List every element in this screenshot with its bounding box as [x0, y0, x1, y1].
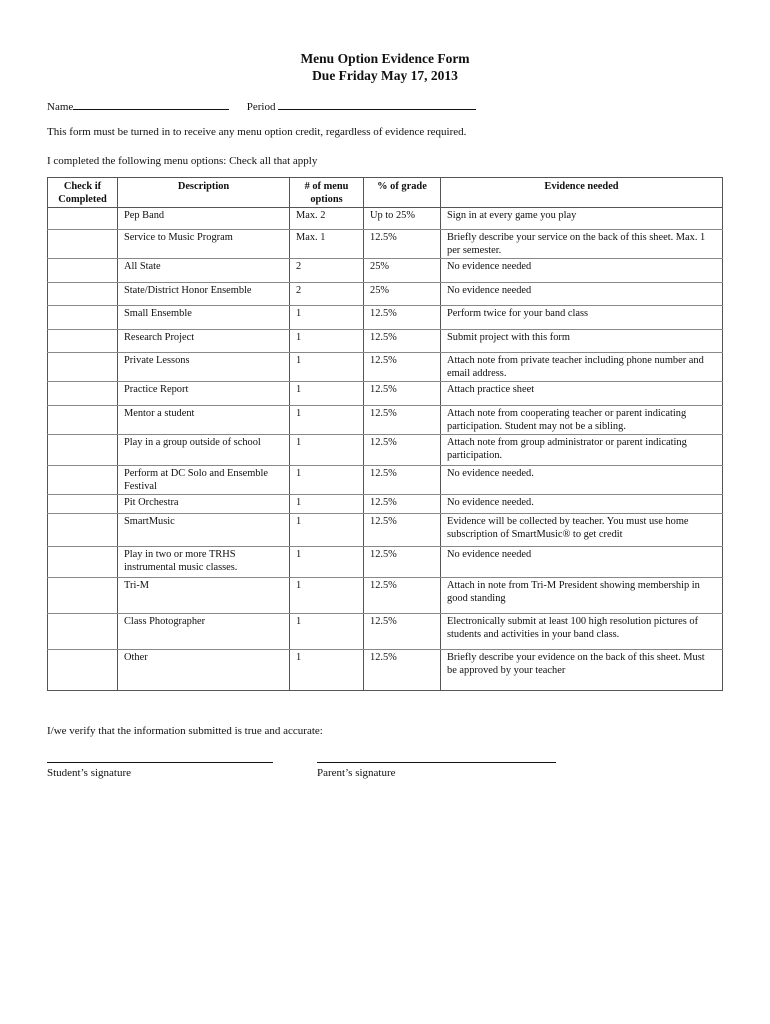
grade-cell: 12.5%	[364, 382, 441, 406]
period-label: Period	[246, 101, 276, 113]
options-cell: Max. 1	[290, 230, 364, 259]
table-row	[48, 547, 723, 578]
grade-cell: 12.5%	[364, 330, 441, 353]
instructions-text: I completed the following menu options: Check all that apply	[47, 155, 318, 167]
table-row	[48, 230, 723, 259]
period-field[interactable]	[278, 98, 476, 110]
check-cell[interactable]	[48, 547, 118, 578]
header-check: Check if Completed	[48, 178, 118, 208]
check-cell[interactable]	[48, 466, 118, 495]
options-cell: 1	[290, 406, 364, 435]
grade-cell: 12.5%	[364, 466, 441, 495]
parent-signature-label: Parent’s signature	[317, 767, 396, 779]
evidence-cell: Electronically submit at least 100 high resolution pictures of students and activities in your band class.	[441, 614, 723, 650]
student-signature-line[interactable]	[47, 762, 273, 763]
description-cell: Play in two or more TRHS instrumental music classes.	[118, 547, 290, 578]
options-cell: 1	[290, 514, 364, 547]
table-row	[48, 406, 723, 435]
check-cell[interactable]	[48, 382, 118, 406]
description-cell: Pep Band	[118, 208, 290, 230]
grade-cell: 12.5%	[364, 514, 441, 547]
table-row	[48, 435, 723, 466]
evidence-cell: No evidence needed.	[441, 495, 723, 514]
evidence-cell: Sign in at every game you play	[441, 208, 723, 230]
options-cell: 1	[290, 547, 364, 578]
description-cell: Service to Music Program	[118, 230, 290, 259]
table-row	[48, 208, 723, 230]
check-cell[interactable]	[48, 495, 118, 514]
description-cell: Tri-M	[118, 578, 290, 614]
check-cell[interactable]	[48, 614, 118, 650]
form-title: Menu Option Evidence Form	[300, 51, 470, 66]
description-cell: Perform at DC Solo and Ensemble Festival	[118, 466, 290, 495]
description-cell: Play in a group outside of school	[118, 435, 290, 466]
check-cell[interactable]	[48, 230, 118, 259]
table-header-row	[48, 178, 723, 208]
options-cell: 1	[290, 330, 364, 353]
table-row	[48, 259, 723, 283]
description-cell: Private Lessons	[118, 353, 290, 382]
evidence-cell: No evidence needed	[441, 283, 723, 306]
grade-cell: 12.5%	[364, 650, 441, 691]
options-cell: 1	[290, 353, 364, 382]
menu-options-table	[47, 177, 723, 691]
evidence-cell: Attach practice sheet	[441, 382, 723, 406]
check-cell[interactable]	[48, 330, 118, 353]
table-row	[48, 283, 723, 306]
description-cell: All State	[118, 259, 290, 283]
grade-cell: 12.5%	[364, 547, 441, 578]
evidence-cell: No evidence needed.	[441, 466, 723, 495]
table-row	[48, 514, 723, 547]
options-cell: 1	[290, 578, 364, 614]
name-field[interactable]	[73, 98, 229, 110]
description-cell: Small Ensemble	[118, 306, 290, 330]
check-cell[interactable]	[48, 259, 118, 283]
check-cell[interactable]	[48, 283, 118, 306]
options-cell: 2	[290, 259, 364, 283]
check-cell[interactable]	[48, 353, 118, 382]
grade-cell: 25%	[364, 259, 441, 283]
check-cell[interactable]	[48, 208, 118, 230]
header-evidence: Evidence needed	[441, 178, 723, 208]
evidence-cell: Attach note from private teacher including phone number and email address.	[441, 353, 723, 382]
grade-cell: 12.5%	[364, 614, 441, 650]
evidence-cell: Briefly describe your service on the back of this sheet. Max. 1 per semester.	[441, 230, 723, 259]
table-row	[48, 353, 723, 382]
verify-statement: I/we verify that the information submitted is true and accurate:	[47, 725, 323, 737]
name-period-row	[47, 98, 476, 113]
evidence-cell: Evidence will be collected by teacher. You must use home subscription of SmartMusic® to get credit	[441, 514, 723, 547]
evidence-cell: No evidence needed	[441, 259, 723, 283]
check-cell[interactable]	[48, 578, 118, 614]
header-grade: % of grade	[364, 178, 441, 208]
header-options: # of menu options	[290, 178, 364, 208]
options-cell: 1	[290, 614, 364, 650]
grade-cell: 12.5%	[364, 353, 441, 382]
options-cell: 2	[290, 283, 364, 306]
description-cell: Practice Report	[118, 382, 290, 406]
description-cell: Other	[118, 650, 290, 691]
check-cell[interactable]	[48, 406, 118, 435]
evidence-cell: Submit project with this form	[441, 330, 723, 353]
grade-cell: 12.5%	[364, 230, 441, 259]
evidence-cell: Attach note from group administrator or parent indicating participation.	[441, 435, 723, 466]
grade-cell: 12.5%	[364, 435, 441, 466]
grade-cell: Up to 25%	[364, 208, 441, 230]
name-label: Name	[47, 101, 74, 113]
check-cell[interactable]	[48, 435, 118, 466]
table-row	[48, 495, 723, 514]
options-cell: 1	[290, 382, 364, 406]
table-row	[48, 650, 723, 691]
check-cell[interactable]	[48, 650, 118, 691]
student-signature-label: Student’s signature	[47, 767, 132, 779]
evidence-cell: Perform twice for your band class	[441, 306, 723, 330]
description-cell: Class Photographer	[118, 614, 290, 650]
check-cell[interactable]	[48, 306, 118, 330]
grade-cell: 12.5%	[364, 306, 441, 330]
notice-text: This form must be turned in to receive any menu option credit, regardless of evidence required.	[47, 126, 467, 138]
grade-cell: 12.5%	[364, 495, 441, 514]
options-cell: 1	[290, 650, 364, 691]
description-cell: Mentor a student	[118, 406, 290, 435]
grade-cell: 12.5%	[364, 406, 441, 435]
grade-cell: 25%	[364, 283, 441, 306]
options-cell: 1	[290, 306, 364, 330]
table-row	[48, 614, 723, 650]
parent-signature-line[interactable]	[317, 762, 556, 763]
check-cell[interactable]	[48, 514, 118, 547]
table-row	[48, 306, 723, 330]
options-cell: 1	[290, 495, 364, 514]
options-cell: 1	[290, 435, 364, 466]
evidence-cell: Attach in note from Tri-M President showing membership in good standing	[441, 578, 723, 614]
evidence-cell: Briefly describe your evidence on the back of this sheet. Must be approved by your teacher	[441, 650, 723, 691]
table-row	[48, 330, 723, 353]
table-row	[48, 382, 723, 406]
table-row	[48, 466, 723, 495]
evidence-cell: No evidence needed	[441, 547, 723, 578]
options-cell: Max. 2	[290, 208, 364, 230]
evidence-cell: Attach note from cooperating teacher or parent indicating participation. Student may not be a sibling.	[441, 406, 723, 435]
options-cell: 1	[290, 466, 364, 495]
form-due-date: Due Friday May 17, 2013	[312, 68, 458, 83]
grade-cell: 12.5%	[364, 578, 441, 614]
description-cell: State/District Honor Ensemble	[118, 283, 290, 306]
description-cell: SmartMusic	[118, 514, 290, 547]
header-description: Description	[118, 178, 290, 208]
description-cell: Pit Orchestra	[118, 495, 290, 514]
description-cell: Research Project	[118, 330, 290, 353]
table-row	[48, 578, 723, 614]
